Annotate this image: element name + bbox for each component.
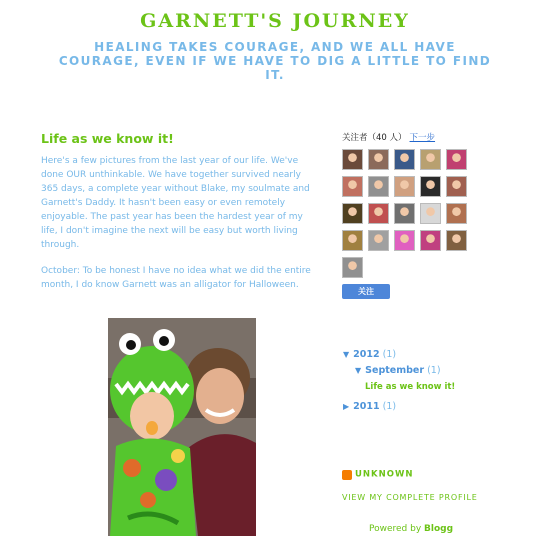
archive-count: (1) [382,401,397,412]
follower-avatar[interactable] [394,149,415,170]
follower-avatar[interactable] [342,230,363,251]
post-paragraph: October: To be honest I have no idea what we did the entire month, I do know Garnett was an alligator for Halloween. [41,266,311,290]
follower-avatar[interactable] [394,203,415,224]
powered-by-text: Powered by [369,524,422,534]
follower-avatar[interactable] [420,203,441,224]
post [41,131,319,304]
blogger-link[interactable]: Blogg [424,524,454,534]
post-body [41,154,319,292]
follower-avatar[interactable] [420,149,441,170]
follower-avatar[interactable] [368,149,389,170]
follower-avatar[interactable] [394,230,415,251]
follower-avatar[interactable] [446,230,467,251]
follow-button[interactable]: 关注 [342,284,390,299]
blogger-icon [342,470,352,480]
follower-avatar[interactable] [446,203,467,224]
follower-avatar[interactable] [420,176,441,197]
follower-avatar[interactable] [342,149,363,170]
archive-year-label[interactable]: 2011 [353,401,380,412]
follower-avatar[interactable] [368,230,389,251]
expanded-triangle-icon[interactable]: ▼ [355,366,362,375]
collapsed-triangle-icon[interactable]: ▶ [343,402,350,411]
follower-avatar[interactable] [446,176,467,197]
follower-avatar[interactable] [342,176,363,197]
blog-title[interactable]: GARNETT'S JOURNEY [140,10,410,32]
follower-avatar[interactable] [368,203,389,224]
follower-avatar[interactable] [420,230,441,251]
follower-avatar[interactable] [368,176,389,197]
view-profile-link[interactable]: VIEW MY COMPLETE PROFILE [342,493,478,502]
followers-next-link[interactable]: 下一步 [409,133,436,143]
archive-post-link[interactable]: Life as we know it! [365,382,456,392]
archive-month-label[interactable]: September [365,365,425,376]
post-photo[interactable] [108,318,256,536]
powered-by-footer [369,524,453,534]
halloween-photo-illustration [108,318,256,536]
archive-year-2012[interactable] [343,349,455,360]
archive-month-september[interactable] [343,365,455,376]
follower-avatar[interactable] [394,176,415,197]
archive-year-2011[interactable] [343,401,455,412]
sidebar [342,131,542,299]
followers-header [342,131,542,143]
followers-label: 关注者（40 人） [342,133,407,143]
blog-description: HEALING TAKES COURAGE, AND WE ALL HAVE COURAGE, EVEN IF WE HAVE TO DIG A LITTLE TO FIND IT. [58,40,492,82]
archive-year-label[interactable]: 2012 [353,349,380,360]
profile-name[interactable]: UNKNOWN [355,469,414,480]
profile-widget [342,464,478,502]
post-paragraph: Here's a few pictures from the last year of our life. We've done OUR unthinkable. We have together survived nearly 365 days, a complete year without Blake, my soulmate and Garnett's Daddy. It hasn't been easy or even remotely enjoyable. The past year has been the hardest year of my life, I don't imagine the next will be easy but worth living through. [41,156,310,250]
expanded-triangle-icon[interactable]: ▼ [343,350,350,359]
archive-count: (1) [427,365,441,376]
post-title[interactable]: Life as we know it! [41,131,174,146]
follower-avatar[interactable] [342,257,363,278]
blog-archive [343,349,455,417]
archive-count: (1) [382,349,397,360]
follower-avatar[interactable] [342,203,363,224]
follower-avatar[interactable] [446,149,467,170]
follower-avatars [342,149,542,278]
archive-post-item[interactable] [343,381,455,392]
